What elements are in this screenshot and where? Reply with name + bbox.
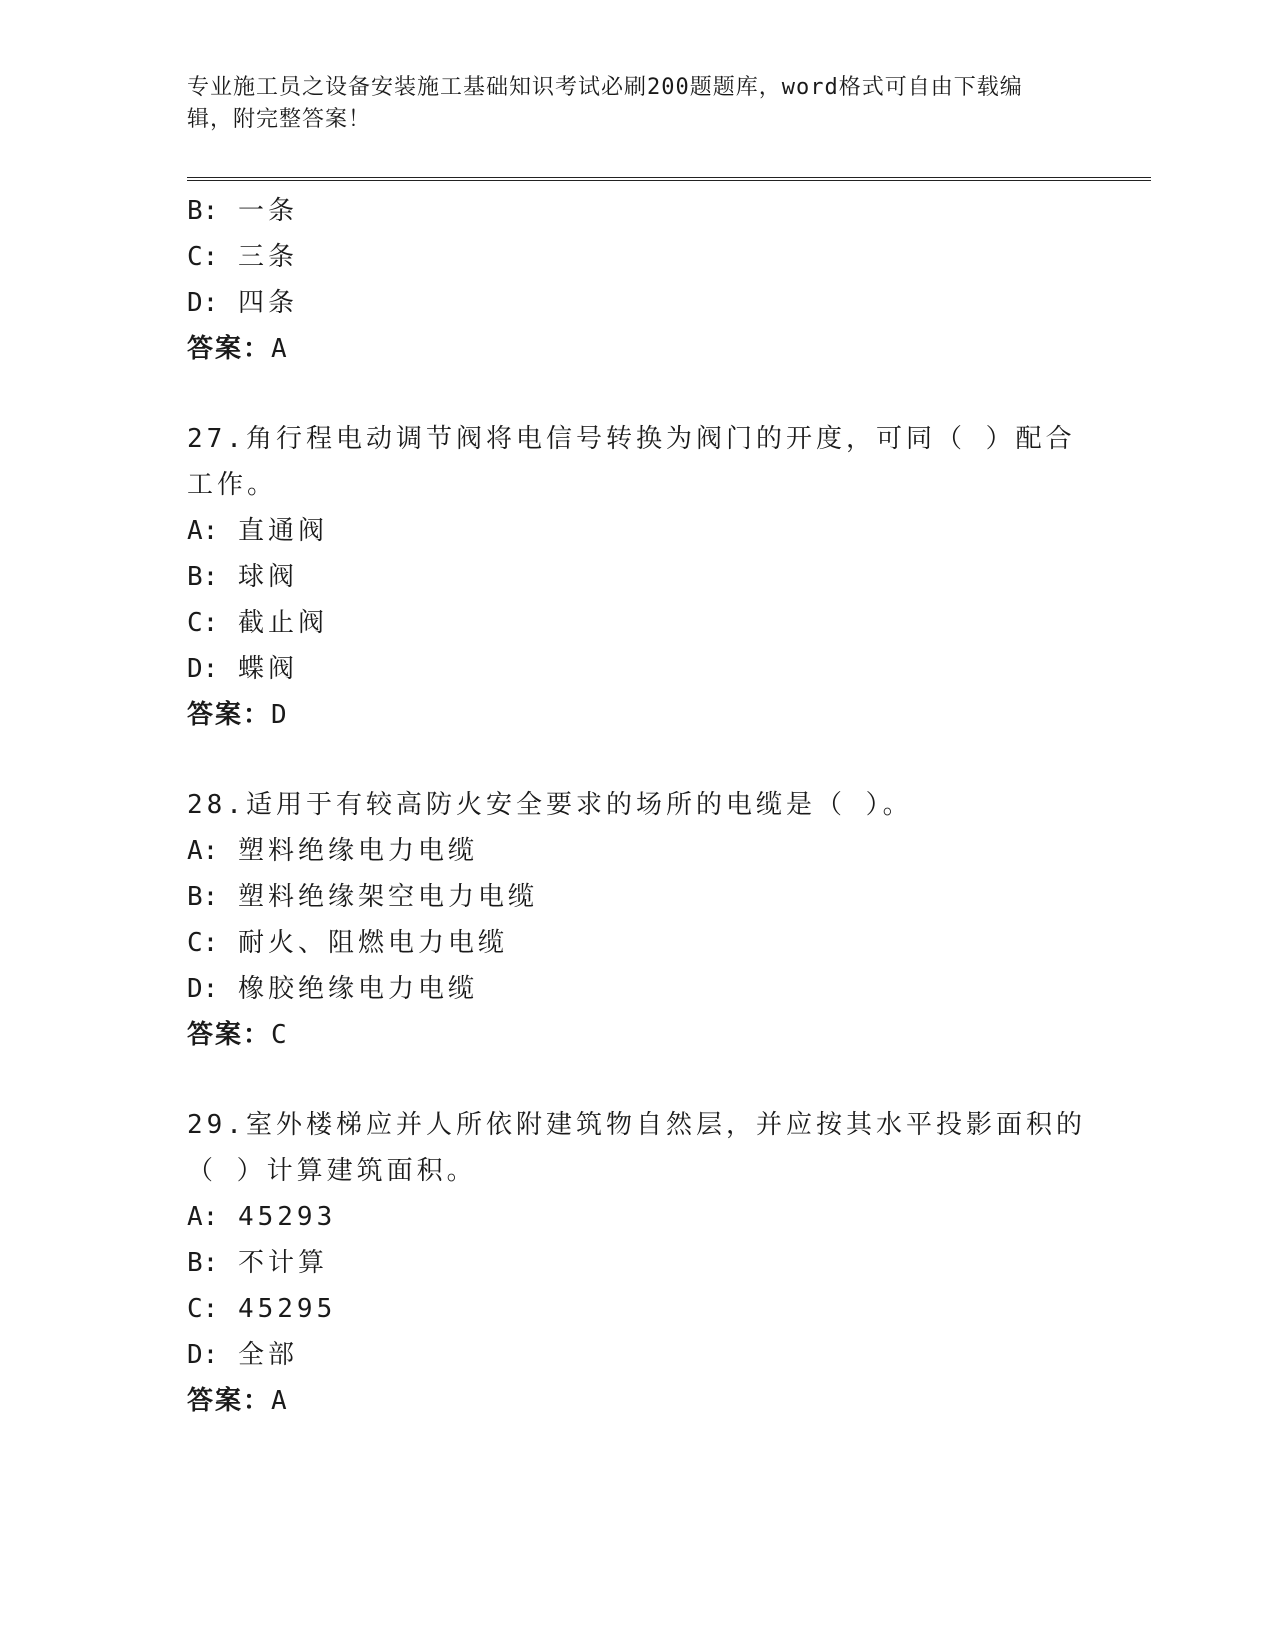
- option-label: D:: [187, 1340, 219, 1370]
- option-text: 45295: [237, 1294, 337, 1324]
- option-text: 三条: [237, 242, 298, 272]
- answer-value: D: [271, 700, 289, 730]
- option-label: B:: [187, 196, 219, 226]
- answer-line: [187, 326, 1087, 372]
- option-b: [187, 188, 1087, 234]
- question-stem: 28.适用于有较高防火安全要求的场所的电缆是（ ）。: [187, 790, 913, 820]
- option-b: [187, 554, 1087, 600]
- option-d: [187, 1332, 1087, 1378]
- answer-label: 答案：: [187, 1020, 272, 1050]
- question-stem: 27.角行程电动调节阀将电信号转换为阀门的开度，可同（ ）配合工作。: [187, 424, 1076, 500]
- option-label: D:: [187, 654, 219, 684]
- option-label: B:: [187, 562, 219, 592]
- option-text: 一条: [237, 196, 298, 226]
- option-b: [187, 1240, 1087, 1286]
- option-text: 橡胶绝缘电力电缆: [237, 974, 478, 1004]
- option-label: C:: [187, 928, 219, 958]
- option-label: A:: [187, 1202, 219, 1232]
- option-label: A:: [187, 516, 219, 546]
- option-text: 塑料绝缘电力电缆: [237, 836, 478, 866]
- option-c: [187, 600, 1087, 646]
- option-text: 球阀: [237, 562, 298, 592]
- option-a: [187, 508, 1087, 554]
- answer-label: 答案：: [187, 334, 272, 364]
- option-label: A:: [187, 836, 219, 866]
- option-c: [187, 920, 1087, 966]
- option-label: C:: [187, 242, 219, 272]
- option-text: 45293: [237, 1202, 337, 1232]
- option-text: 四条: [237, 288, 298, 318]
- option-label: D:: [187, 974, 219, 1004]
- option-a: [187, 828, 1087, 874]
- question-27: [187, 416, 1087, 738]
- option-label: C:: [187, 608, 219, 638]
- question-29: [187, 1102, 1087, 1424]
- option-a: [187, 1194, 1087, 1240]
- answer-line: [187, 692, 1087, 738]
- option-text: 耐火、阻燃电力电缆: [237, 928, 508, 958]
- option-text: 截止阀: [237, 608, 328, 638]
- header-divider: [187, 177, 1151, 181]
- option-d: [187, 966, 1087, 1012]
- question-content: [187, 188, 1087, 1424]
- answer-value: A: [271, 1386, 289, 1416]
- answer-value: A: [271, 334, 289, 364]
- answer-label: 答案：: [187, 1386, 272, 1416]
- answer-label: 答案：: [187, 700, 272, 730]
- document-header: 专业施工员之设备安装施工基础知识考试必刷200题题库，word格式可自由下载编辑，附完整答案！: [187, 75, 1023, 132]
- option-label: C:: [187, 1294, 219, 1324]
- question-28: [187, 782, 1087, 1058]
- answer-line: [187, 1378, 1087, 1424]
- option-label: D:: [187, 288, 219, 318]
- option-c: [187, 234, 1087, 280]
- option-text: 塑料绝缘架空电力电缆: [237, 882, 538, 912]
- option-text: 直通阀: [237, 516, 328, 546]
- option-text: 蝶阀: [237, 654, 298, 684]
- option-label: B:: [187, 1248, 219, 1278]
- partial-question: [187, 188, 1087, 372]
- option-d: [187, 280, 1087, 326]
- option-text: 全部: [237, 1340, 298, 1370]
- option-text: 不计算: [237, 1248, 328, 1278]
- option-label: B:: [187, 882, 219, 912]
- option-c: [187, 1286, 1087, 1332]
- option-b: [187, 874, 1087, 920]
- option-d: [187, 646, 1087, 692]
- answer-value: C: [271, 1020, 289, 1050]
- question-stem: 29.室外楼梯应并人所依附建筑物自然层，并应按其水平投影面积的（ ）计算建筑面积。: [187, 1110, 1086, 1186]
- answer-line: [187, 1012, 1087, 1058]
